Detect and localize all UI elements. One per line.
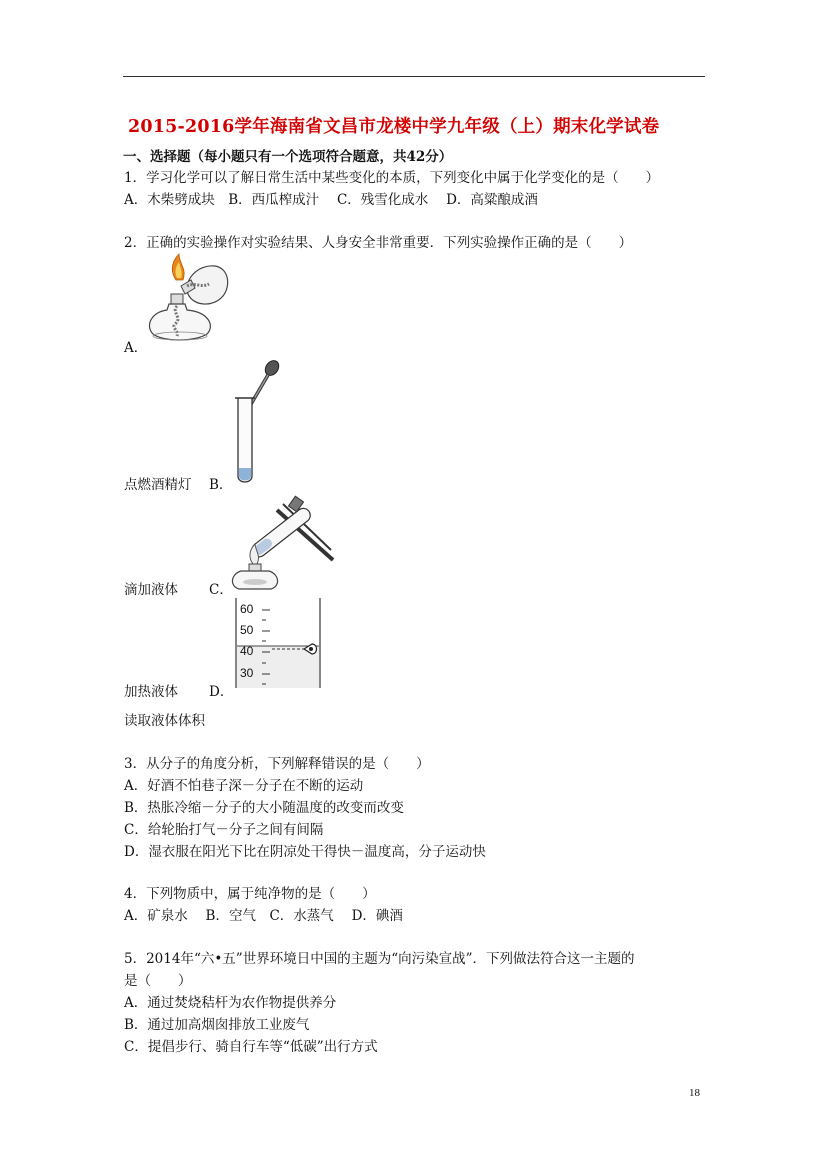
question-3-stem: 3．从分子的角度分析，下列解释错误的是（ ） xyxy=(124,756,430,772)
option-b-caption: 滴加液体 xyxy=(124,582,178,598)
cylinder-tick-50: 50 xyxy=(240,623,254,637)
question-5-option-a: A．通过焚烧秸杆为农作物提供养分 xyxy=(124,995,337,1011)
question-5-stem-line2: 是（ ） xyxy=(124,973,192,989)
question-1-stem: 1．学习化学可以了解日常生活中某些变化的本质，下列变化中属于化学变化的是（ ） xyxy=(124,170,660,186)
question-3-option-c: C．给轮胎打气－分子之间有间隔 xyxy=(124,822,324,838)
question-3-option-a: A．好酒不怕巷子深－分子在不断的运动 xyxy=(124,778,364,794)
page-number: 18 xyxy=(689,1087,700,1099)
option-c-caption: 加热液体 xyxy=(124,684,178,700)
graduated-cylinder-figure xyxy=(232,598,322,690)
question-3-option-d: D．湿衣服在阳光下比在阴凉处干得快－温度高，分子运动快 xyxy=(124,844,486,860)
question-4-stem: 4．下列物质中，属于纯净物的是（ ） xyxy=(124,886,376,902)
option-c-marker: C． xyxy=(209,582,233,598)
cylinder-tick-40: 40 xyxy=(240,644,254,658)
option-b-marker: B． xyxy=(209,477,233,493)
heating-liquid-figure xyxy=(231,492,337,592)
option-a-caption: 点燃酒精灯 xyxy=(124,477,192,493)
alcohol-lamp-lighting-figure xyxy=(143,250,233,342)
question-2-stem: 2．正确的实验操作对实验结果、人身安全非常重要．下列实验操作正确的是（ ） xyxy=(124,235,633,251)
question-3-option-b: B．热胀冷缩－分子的大小随温度的改变而改变 xyxy=(124,800,404,816)
question-4-options: A．矿泉水 B．空气 C．水蒸气 D．碘酒 xyxy=(124,908,403,924)
option-d-caption: 读取液体体积 xyxy=(124,713,205,729)
header-rule xyxy=(123,76,705,77)
cylinder-tick-60: 60 xyxy=(240,602,254,616)
question-5-stem-line1: 5．2014年“六•五”世界环境日中国的主题为“向污染宣战”．下列做法符合这一主题的 xyxy=(124,951,635,967)
option-a-marker: A． xyxy=(124,340,148,356)
option-d-marker: D． xyxy=(209,684,234,700)
question-1-options: A．木柴劈成块 B．西瓜榨成汁 C．残雪化成水 D．高粱酿成酒 xyxy=(124,192,538,208)
dropper-test-tube-figure xyxy=(228,358,288,490)
question-5-option-b: B．通过加高烟囱排放工业废气 xyxy=(124,1017,310,1033)
section-heading: 一、选择题（每小题只有一个选项符合题意，共42分） xyxy=(123,149,453,165)
question-5-option-c: C．提倡步行、骑自行车等“低碳”出行方式 xyxy=(124,1039,378,1055)
cylinder-tick-30: 30 xyxy=(240,666,254,680)
page-title: 2015-2016学年海南省文昌市龙楼中学九年级（上）期末化学试卷 xyxy=(128,117,660,137)
